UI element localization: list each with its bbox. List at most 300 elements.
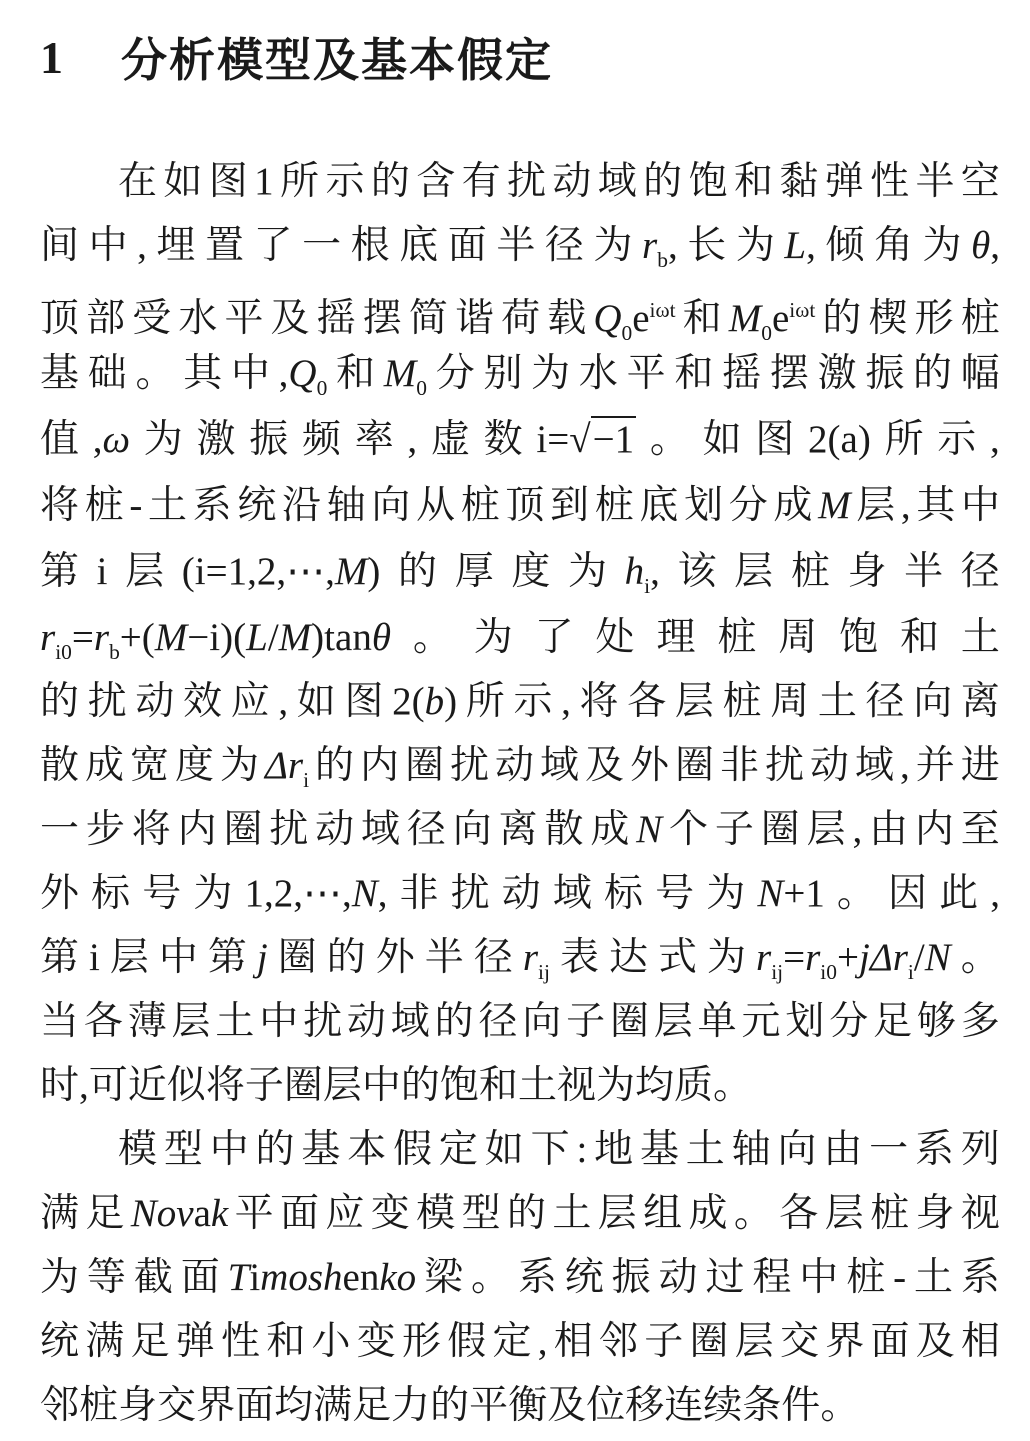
text-char: 径 <box>406 807 446 852</box>
math-run: $r_{ij}=r_{i0}+j\Delta r_i/N$ <box>756 936 951 984</box>
text-char: 和 <box>674 351 714 396</box>
text-char: 角 <box>873 223 913 268</box>
text-char: 率 <box>354 417 394 462</box>
text-char: 底 <box>639 483 679 528</box>
text-char: 第 <box>207 935 247 980</box>
text-char: 和 <box>900 615 940 660</box>
text-char: 数 <box>483 417 523 462</box>
text-char: 圈 <box>283 1063 323 1108</box>
text-char: 层 <box>734 549 774 594</box>
text-char: 中 <box>158 935 198 980</box>
text-char: 中 <box>88 223 128 268</box>
text-char: 振 <box>249 417 289 462</box>
text-char: 。 <box>820 1383 860 1428</box>
math-run: M <box>818 484 851 527</box>
text-line <box>40 1246 1000 1310</box>
text-char: 。 <box>733 1191 773 1236</box>
math-run: 2(a) <box>808 418 871 461</box>
text-char: 近 <box>127 1063 167 1108</box>
text-char: 个 <box>669 807 709 852</box>
text-char: 分 <box>829 999 869 1044</box>
text-line <box>40 606 1000 670</box>
text-char: 分 <box>435 351 475 396</box>
math-run: $r_{ij}$ <box>522 936 550 984</box>
text-char: 扰 <box>765 743 805 788</box>
text-char: 图 <box>755 417 795 462</box>
text-char: 域 <box>361 807 401 852</box>
text-char: 半 <box>915 159 955 204</box>
text-char: 统 <box>40 1319 80 1364</box>
section-title: 分析模型及基本假定 <box>121 33 553 87</box>
text-char: 振 <box>611 1255 651 1300</box>
text-char: 此 <box>939 871 979 916</box>
text-char: 幅 <box>960 351 1000 396</box>
text-char: 平 <box>234 1191 274 1236</box>
text-char: 假 <box>393 1127 433 1172</box>
text-char: 的 <box>315 743 355 788</box>
text-char: 桩 <box>870 1191 910 1236</box>
math-run: $r_b$, <box>642 224 678 272</box>
text-char: 含 <box>416 159 456 204</box>
text-char: 所 <box>280 159 320 204</box>
text-char: 示 <box>325 159 365 204</box>
text-char: 为 <box>531 351 571 396</box>
text-char: 面 <box>870 1319 910 1364</box>
text-line <box>40 278 1000 345</box>
text-char: 基 <box>40 351 80 396</box>
text-char: 并 <box>915 743 955 788</box>
text-char: 土 <box>552 1191 592 1236</box>
text-char: 部 <box>86 296 126 341</box>
text-char: 应 <box>325 1191 365 1236</box>
text-line <box>40 926 1000 990</box>
text-char: 子 <box>566 999 606 1044</box>
text-char: 离 <box>960 679 1000 724</box>
text-char: 的 <box>913 351 953 396</box>
text-char: 扰 <box>507 159 547 204</box>
text-char: 的 <box>255 1127 295 1172</box>
text-char: 一 <box>40 807 80 852</box>
text-char: 简 <box>408 296 448 341</box>
text-char: 如 <box>484 1127 524 1172</box>
text-char: 域 <box>552 871 592 916</box>
text-char: 的 <box>822 296 862 341</box>
text-char: 桩 <box>846 1255 886 1300</box>
text-char: 土 <box>517 1063 557 1108</box>
text-char: 径 <box>473 935 513 980</box>
text-line <box>40 1054 1000 1118</box>
math-run: i <box>96 550 108 593</box>
text-char: 摇 <box>316 296 356 341</box>
text-char: 系 <box>517 1255 557 1300</box>
text-line <box>40 214 1000 278</box>
text-line <box>40 540 1000 604</box>
text-char: 移 <box>625 1383 665 1428</box>
text-char: 域 <box>390 999 430 1044</box>
text-char: 为 <box>568 549 608 594</box>
text-line <box>40 408 1000 472</box>
text-char: 组 <box>643 1191 683 1236</box>
math-run: N+1 <box>757 872 825 915</box>
text-char: 将 <box>579 679 619 724</box>
text-char: 径 <box>865 679 905 724</box>
text-char: 满 <box>40 1191 80 1236</box>
text-char: 条 <box>742 1383 782 1428</box>
text-char: 外 <box>40 871 80 916</box>
text-char: 。 <box>836 871 876 916</box>
text-char: 扰 <box>450 743 490 788</box>
text-char: 楔 <box>868 296 908 341</box>
text-char: 摆 <box>769 351 809 396</box>
text-char: 够 <box>916 999 956 1044</box>
math-run: , <box>278 680 289 723</box>
text-line <box>40 474 1000 538</box>
math-run: ,ω <box>92 418 131 461</box>
text-char: 将 <box>205 1063 245 1108</box>
text-char: 统 <box>564 1255 604 1300</box>
math-run: $h_i$, <box>624 550 660 598</box>
text-char: 本 <box>347 1127 387 1172</box>
text-line <box>40 1182 1000 1246</box>
text-char: 基 <box>639 1127 679 1172</box>
text-char: 面 <box>180 1255 220 1300</box>
text-char: 层 <box>674 679 714 724</box>
text-line <box>40 862 1000 926</box>
text-char: 弹 <box>175 1319 215 1364</box>
text-char: 型 <box>163 1127 203 1172</box>
math-run: - <box>129 484 143 527</box>
text-char: 应 <box>230 679 270 724</box>
text-char: 。 <box>412 615 452 660</box>
text-char: 及 <box>915 1319 955 1364</box>
text-char: 第 <box>40 935 80 980</box>
text-char: 土 <box>817 679 857 724</box>
text-char: 衡 <box>508 1383 548 1428</box>
section-heading <box>40 22 553 92</box>
text-char: 土 <box>914 1255 954 1300</box>
text-char: 子 <box>244 1063 284 1108</box>
text-char: 桩 <box>717 615 757 660</box>
math-run: Novak <box>130 1192 229 1235</box>
text-char: 厚 <box>454 549 494 594</box>
text-char: 如 <box>702 417 742 462</box>
text-char: 过 <box>705 1255 745 1300</box>
text-char: 动 <box>346 999 386 1044</box>
text-char: 扰 <box>269 807 309 852</box>
text-char: 形 <box>402 1319 442 1364</box>
text-char: 面 <box>235 1383 275 1428</box>
text-char: 非 <box>720 743 760 788</box>
math-run: i <box>89 936 100 979</box>
text-char: 中 <box>361 1063 401 1108</box>
text-char: 视 <box>960 1191 1000 1236</box>
text-char: 为 <box>735 223 775 268</box>
text-char: 长 <box>687 223 727 268</box>
math-run: 1 <box>254 160 274 203</box>
text-char: 小 <box>311 1319 351 1364</box>
text-char: 饱 <box>839 615 879 660</box>
text-char: 桩 <box>790 549 830 594</box>
text-char: 号 <box>142 871 182 916</box>
text-char: 划 <box>785 999 825 1044</box>
text-char: 元 <box>741 999 781 1044</box>
text-char: 该 <box>677 549 717 594</box>
text-char: 间 <box>40 223 80 268</box>
text-char: 非 <box>399 871 439 916</box>
text-char: 的 <box>430 1383 470 1428</box>
text-char: 平 <box>469 1383 509 1428</box>
text-char: 及 <box>585 743 625 788</box>
text-char: 多 <box>960 999 1000 1044</box>
text-char: 轴 <box>326 483 366 528</box>
text-char: 表 <box>559 935 599 980</box>
text-char: 层 <box>597 1191 637 1236</box>
text-char: 和 <box>733 159 773 204</box>
math-run: $\Delta r_i$ <box>265 744 310 792</box>
text-char: 各 <box>83 999 123 1044</box>
text-char: 倾 <box>825 223 865 268</box>
text-char: 界 <box>196 1383 236 1428</box>
text-char: 截 <box>133 1255 173 1300</box>
text-char: 荷 <box>501 296 541 341</box>
text-char: 了 <box>534 615 574 660</box>
text-char: 交 <box>157 1383 197 1428</box>
math-run: , <box>900 484 911 527</box>
text-char: 其 <box>183 351 223 396</box>
text-char: 散 <box>544 807 584 852</box>
text-char: 向 <box>371 483 411 528</box>
text-char: 半 <box>424 935 464 980</box>
math-run: $,Q_0$ <box>278 352 328 400</box>
text-char: 系 <box>960 1255 1000 1300</box>
text-char: 连 <box>664 1383 704 1428</box>
math-run: , <box>990 418 1000 461</box>
text-char: 满 <box>85 1319 125 1364</box>
text-char: 。 <box>135 351 175 396</box>
text-line <box>118 150 1000 214</box>
text-char: 动 <box>315 807 355 852</box>
text-char: 成 <box>590 807 630 852</box>
text-char: 激 <box>817 351 857 396</box>
text-char: 及 <box>547 1383 587 1428</box>
text-char: 效 <box>183 679 223 724</box>
math-run: , <box>852 808 863 851</box>
text-char: 标 <box>91 871 131 916</box>
text-char: 和 <box>478 1063 518 1108</box>
text-char: 有 <box>461 159 501 204</box>
text-char: 受 <box>132 296 172 341</box>
text-char: 振 <box>865 351 905 396</box>
text-char: 的 <box>434 999 474 1044</box>
text-char: 因 <box>888 871 928 916</box>
text-char: 根 <box>350 223 390 268</box>
text-char: 土 <box>960 615 1000 660</box>
text-char: 的 <box>643 159 683 204</box>
text-char: 统 <box>237 483 277 528</box>
text-char: 底 <box>399 223 439 268</box>
text-char: 图 <box>208 159 248 204</box>
text-char: 外 <box>375 935 415 980</box>
text-char: 圈 <box>760 807 800 852</box>
text-char: 一 <box>869 1127 909 1172</box>
text-char: 为 <box>706 871 746 916</box>
math-run: , <box>990 872 1000 915</box>
text-char: 子 <box>644 1319 684 1364</box>
math-run: $M_0e^{i\omega t}$ <box>728 297 816 345</box>
text-char: 桩 <box>460 483 500 528</box>
text-char: 所 <box>884 417 924 462</box>
text-char: 层 <box>125 549 165 594</box>
text-char: 足 <box>352 1383 392 1428</box>
text-char: 别 <box>483 351 523 396</box>
text-char: 桩 <box>594 483 634 528</box>
text-char: 和 <box>266 1319 306 1364</box>
text-char: 如 <box>296 679 336 724</box>
text-char: 扰 <box>303 999 343 1044</box>
text-char: 理 <box>656 615 696 660</box>
text-char: 中 <box>259 999 299 1044</box>
text-char: 为 <box>922 223 962 268</box>
text-char: 足 <box>873 999 913 1044</box>
text-char: 动 <box>495 743 535 788</box>
text-char: 向 <box>913 679 953 724</box>
text-char: 定 <box>492 1319 532 1364</box>
text-char: 动 <box>135 679 175 724</box>
text-char: 性 <box>870 159 910 204</box>
text-char: 变 <box>356 1319 396 1364</box>
text-char: 中 <box>230 351 270 396</box>
text-char: 圈 <box>675 743 715 788</box>
math-run: , <box>900 744 910 787</box>
text-char: 为 <box>193 871 233 916</box>
text-char: 在 <box>118 159 158 204</box>
text-char: 埋 <box>156 223 196 268</box>
text-char: 为 <box>595 1063 635 1108</box>
text-char: 为 <box>143 417 183 462</box>
text-char: 薄 <box>127 999 167 1044</box>
text-char: 中 <box>209 1127 249 1172</box>
text-char: 第 <box>40 549 80 594</box>
text-char: 和 <box>336 351 376 396</box>
text-char: 型 <box>461 1191 501 1236</box>
text-char: 成 <box>85 743 125 788</box>
text-char: 梁 <box>424 1255 464 1300</box>
text-char: 圈 <box>405 743 445 788</box>
text-char: 桩 <box>79 1383 119 1428</box>
text-char: 摆 <box>362 296 402 341</box>
text-char: 层 <box>109 935 149 980</box>
math-run: , <box>537 1320 548 1363</box>
text-char: 示 <box>937 417 977 462</box>
text-char: 邻 <box>40 1383 80 1428</box>
text-char: 模 <box>118 1127 158 1172</box>
text-char: 交 <box>779 1319 819 1364</box>
text-char: 程 <box>752 1255 792 1300</box>
text-char: 示 <box>513 679 553 724</box>
text-char: 的 <box>370 159 410 204</box>
text-char: 沿 <box>282 483 322 528</box>
text-char: 层 <box>824 1191 864 1236</box>
text-line <box>40 990 1000 1054</box>
text-char: 假 <box>447 1319 487 1364</box>
text-char: 一 <box>302 223 342 268</box>
math-run: j <box>256 936 268 979</box>
text-char: 将 <box>131 807 171 852</box>
text-char: 饱 <box>688 159 728 204</box>
text-char: 位 <box>586 1383 626 1428</box>
text-line <box>40 1310 1000 1374</box>
text-char: 地 <box>594 1127 634 1172</box>
text-char: 下 <box>530 1127 570 1172</box>
text-char: 层 <box>806 807 846 852</box>
text-char: 成 <box>773 483 813 528</box>
text-char: 内 <box>914 807 954 852</box>
text-char: 扰 <box>87 679 127 724</box>
text-char: 散 <box>40 743 80 788</box>
text-char: 土 <box>148 483 188 528</box>
text-char: 面 <box>280 1191 320 1236</box>
text-char: 桩 <box>960 296 1000 341</box>
text-char: 各 <box>779 1191 819 1236</box>
text-char: 均 <box>634 1063 674 1108</box>
text-char: 载 <box>547 296 587 341</box>
text-char: 内 <box>177 807 217 852</box>
math-run: 1,2,⋯,N, <box>244 872 388 915</box>
text-char: 可 <box>88 1063 128 1108</box>
text-char: 层 <box>856 483 896 528</box>
text-char: 邻 <box>598 1319 638 1364</box>
text-char: 。 <box>649 417 689 462</box>
text-char: 摇 <box>722 351 762 396</box>
text-char: 似 <box>166 1063 206 1108</box>
math-run: N <box>636 808 663 851</box>
text-char: 号 <box>655 871 695 916</box>
text-char: 域 <box>540 743 580 788</box>
text-char: 度 <box>511 549 551 594</box>
text-char: 向 <box>452 807 492 852</box>
text-char: 顶 <box>505 483 545 528</box>
text-char: 至 <box>960 807 1000 852</box>
text-char: 为 <box>220 743 260 788</box>
text-char: 处 <box>595 615 635 660</box>
math-run: , <box>79 1064 89 1107</box>
text-char: 水 <box>178 296 218 341</box>
text-char: 足 <box>130 1319 170 1364</box>
text-char: 度 <box>175 743 215 788</box>
text-char: 基 <box>301 1127 341 1172</box>
text-char: 成 <box>688 1191 728 1236</box>
text-char: 身 <box>847 549 887 594</box>
text-char: 图 <box>344 679 384 724</box>
text-char: 土 <box>685 1127 725 1172</box>
text-char: 础 <box>87 351 127 396</box>
text-char: 的 <box>40 679 80 724</box>
math-run: L, <box>784 224 816 267</box>
text-char: 足 <box>85 1191 125 1236</box>
math-run: : <box>576 1128 588 1171</box>
text-char: 满 <box>313 1383 353 1428</box>
text-char: 圈 <box>223 807 263 852</box>
text-char: 中 <box>960 483 1000 528</box>
text-char: 将 <box>40 483 80 528</box>
text-char: 由 <box>823 1127 863 1172</box>
text-char: 离 <box>498 807 538 852</box>
text-char: 为 <box>706 935 746 980</box>
text-char: 为 <box>473 615 513 660</box>
text-char: 到 <box>550 483 590 528</box>
text-line <box>40 342 1000 406</box>
text-char: 土 <box>215 999 255 1044</box>
